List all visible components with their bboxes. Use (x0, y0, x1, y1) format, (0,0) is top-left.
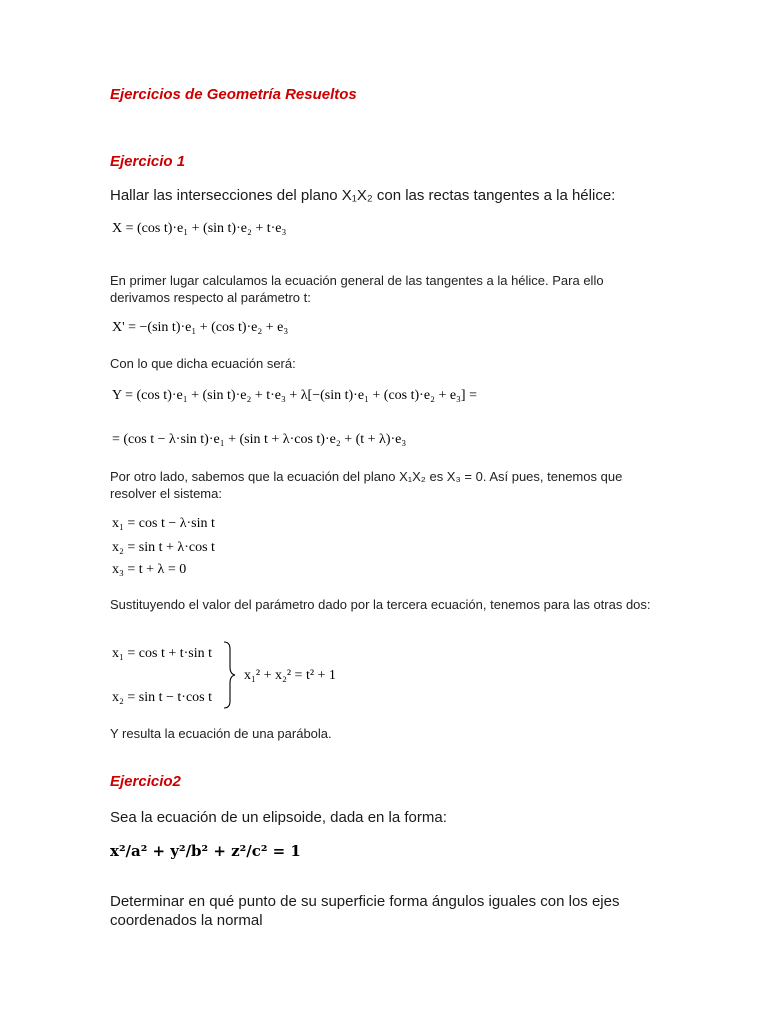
exercise-1-statement: Hallar las intersecciones del plano X₁X₂ con las rectas tangentes a la hélice: (110, 187, 616, 204)
substituted-equation-1: x₁ = cos t + t·sin t (112, 646, 213, 661)
equation-helix: X = (cos t)·e₁ + (sin t)·e₂ + t·e₃ (112, 221, 287, 236)
equation-tangent-line-1: Y = (cos t)·e₁ + (sin t)·e₂ + t·e₃ + λ[−(sin t)·e₁ + (cos t)·e₂ + e₃] = (112, 388, 477, 403)
exercise-2-question: Determinar en qué punto de su superficie forma ángulos iguales con los ejes coordenados la normal (110, 893, 620, 929)
ellipsoid-equation: x²/a² + y²/b² + z²/c² = 1 (110, 842, 301, 860)
conclusion-text: Y resulta la ecuación de una parábola. (110, 726, 332, 741)
equation-tangent-line-2: = (cos t − λ·sin t)·e₁ + (sin t + λ·cos t)·e₂ + (t + λ)·e₃ (112, 432, 407, 447)
paragraph-plane-intro: Por otro lado, sabemos que la ecuación del plano X₁X₂ es X₃ = 0. Así pues, tenemos que resolver el sistema: (110, 469, 623, 501)
substituted-equation-2: x₂ = sin t − t·cos t (112, 690, 213, 705)
equation-derivative: X' = −(sin t)·e₁ + (cos t)·e₂ + e₃ (112, 320, 289, 335)
exercise-2-heading: Ejercicio2 (110, 773, 181, 790)
exercise-2-statement: Sea la ecuación de un elipsoide, dada en la forma: (110, 809, 447, 826)
system-equation-3: x₃ = t + λ = 0 (112, 562, 187, 577)
paragraph-derivative-intro: En primer lugar calculamos la ecuación general de las tangentes a la hélice. Para ello derivamos respecto al parámetro t: (110, 273, 604, 305)
system-equation-2: x₂ = sin t + λ·cos t (112, 540, 215, 555)
document-title: Ejercicios de Geometría Resueltos (110, 86, 357, 103)
parabola-equation: x₁² + x₂² = t² + 1 (244, 668, 336, 683)
exercise-1-heading: Ejercicio 1 (110, 153, 186, 170)
system-equation-1: x₁ = cos t − λ·sin t (112, 516, 215, 531)
paragraph-substitution-intro: Sustituyendo el valor del parámetro dado por la tercera ecuación, tenemos para las otras dos: (110, 597, 651, 612)
paragraph-tangent-intro: Con lo que dicha ecuación será: (110, 356, 296, 371)
right-brace-icon (222, 641, 236, 709)
